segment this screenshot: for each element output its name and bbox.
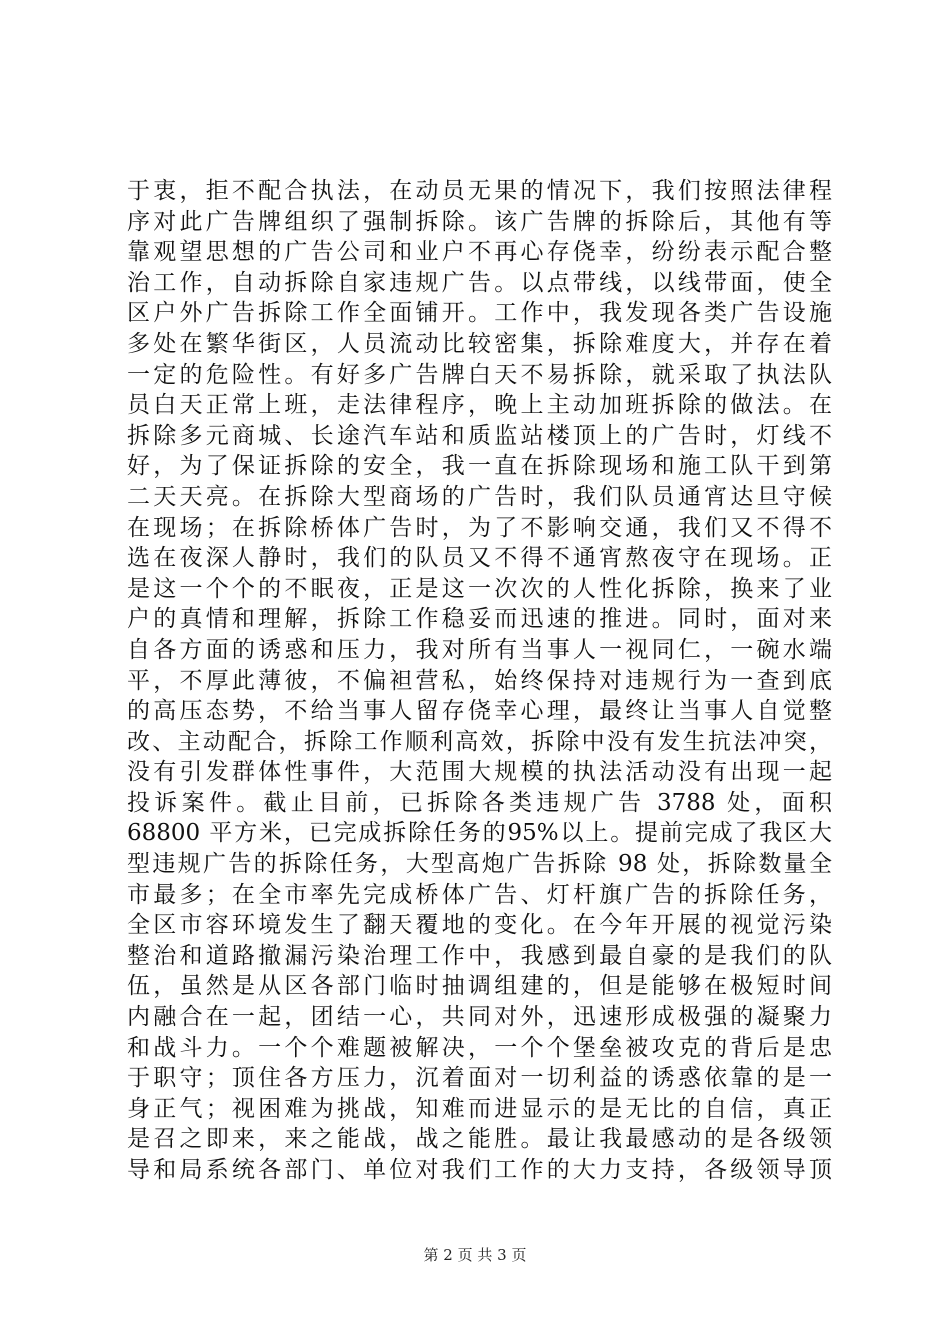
text-line: 是召之即来，来之能战，战之能胜。最让我最感动的是各级领 <box>127 1126 832 1153</box>
text-line: 整治和道路撤漏污染治理工作中，我感到最自豪的是我们的队 <box>127 942 832 969</box>
text-line: 平，不厚此薄彼，不偏袒营私，始终保持对违规行为一查到底 <box>127 667 832 694</box>
text-line: 员白天正常上班，走法律程序，晚上主动加班拆除的做法。在 <box>127 392 832 419</box>
text-line: 伍，虽然是从区各部门临时抽调组建的，但是能够在极短时间 <box>127 973 832 1000</box>
text-line: 自各方面的诱惑和压力，我对所有当事人一视同仁，一碗水端 <box>127 636 832 663</box>
text-line: 在现场；在拆除桥体广告时，为了不影响交通，我们又不得不 <box>127 514 832 541</box>
text-line: 没有引发群体性事件，大范围大规模的执法活动没有出现一起 <box>127 759 832 786</box>
text-line: 一定的危险性。有好多广告牌白天不易拆除，就采取了执法队 <box>127 361 832 388</box>
text-line: 68800 平方米，已完成拆除任务的95%以上。提前完成了我区大 <box>127 820 832 847</box>
text-line: 区户外广告拆除工作全面铺开。工作中，我发现各类广告设施 <box>127 300 832 327</box>
text-line: 拆除多元商城、长途汽车站和质监站楼顶上的广告时，灯线不 <box>127 422 832 449</box>
text-line: 身正气；视困难为挑战，知难而进显示的是无比的自信，真正 <box>127 1095 832 1122</box>
text-line: 治工作，自动拆除自家违规广告。以点带线，以线带面，使全 <box>127 269 832 296</box>
text-line: 型违规广告的拆除任务，大型高炮广告拆除 98 处，拆除数量全 <box>127 851 832 878</box>
body-paragraph <box>127 176 832 1186</box>
text-line: 于衷，拒不配合执法，在动员无果的情况下，我们按照法律程 <box>127 178 832 204</box>
text-line: 市最多；在全市率先完成桥体广告、灯杆旗广告的拆除任务， <box>127 881 832 908</box>
text-line: 多处在繁华街区，人员流动比较密集，拆除难度大，并存在着 <box>127 330 832 357</box>
text-line: 于职守；顶住各方压力，沉着面对一切利益的诱惑依靠的是一 <box>127 1065 832 1092</box>
text-line: 和战斗力。一个个难题被解决，一个个堡垒被攻克的背后是忠 <box>127 1034 832 1061</box>
text-line: 选在夜深人静时，我们的队员又不得不通宵熬夜守在现场。正 <box>127 545 832 572</box>
text-line: 序对此广告牌组织了强制拆除。该广告牌的拆除后，其他有等 <box>127 208 832 235</box>
text-line: 是这一个个的不眠夜，正是这一次次的人性化拆除，换来了业 <box>127 575 832 602</box>
text-line: 好，为了保证拆除的安全，我一直在拆除现场和施工队干到第 <box>127 453 832 480</box>
page-number-footer: 第 2 页 共 3 页 <box>423 1246 527 1264</box>
text-line: 内融合在一起，团结一心，共同对外，迅速形成极强的凝聚力 <box>127 1004 832 1031</box>
text-line: 二天天亮。在拆除大型商场的广告时，我们队员通宵达旦守候 <box>127 483 832 510</box>
text-line: 靠观望思想的广告公司和业户不再心存侥幸，纷纷表示配合整 <box>127 239 832 266</box>
text-line: 导和局系统各部门、单位对我们工作的大力支持，各级领导顶 <box>127 1157 832 1183</box>
text-line: 投诉案件。截止目前，已拆除各类违规广告 3788 处，面积 <box>127 789 832 816</box>
text-line: 全区市容环境发生了翻天覆地的变化。在今年开展的视觉污染 <box>127 912 832 939</box>
text-line: 的高压态势，不给当事人留存侥幸心理，最终让当事人自觉整 <box>127 698 832 725</box>
text-line: 户的真情和理解，拆除工作稳妥而迅速的推进。同时，面对来 <box>127 606 832 633</box>
text-line: 改、主动配合，拆除工作顺利高效，拆除中没有发生抗法冲突， <box>127 728 832 755</box>
